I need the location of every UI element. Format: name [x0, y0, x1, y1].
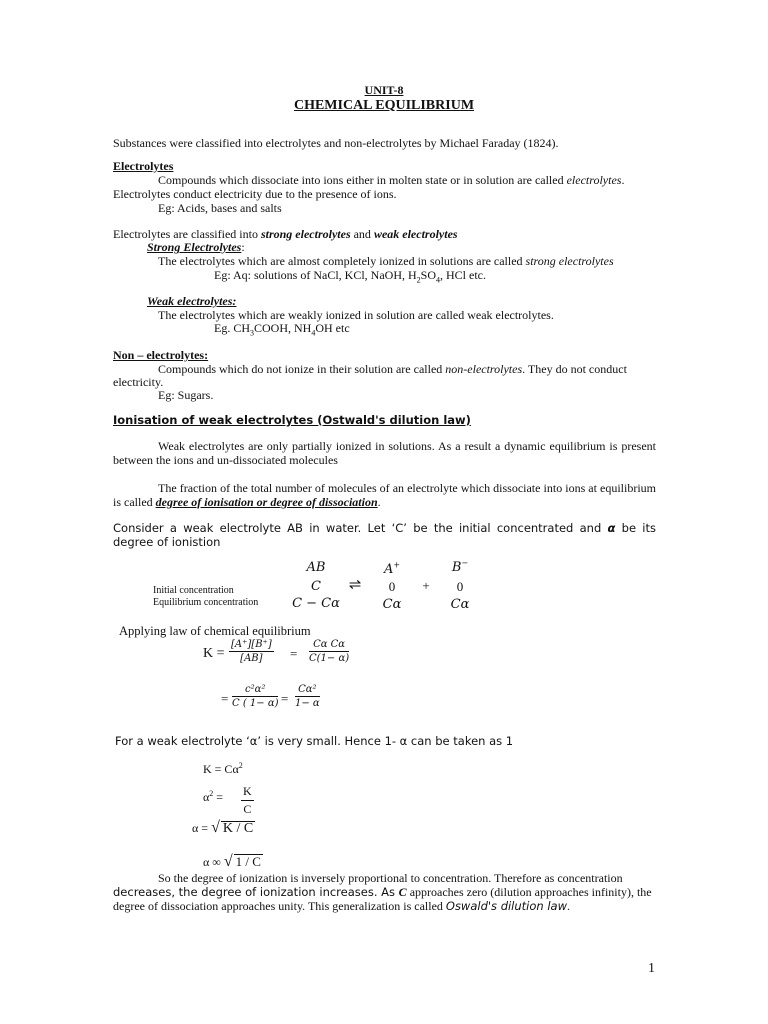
eq-conc-a: Cα [382, 597, 402, 612]
electrolytes-heading: Electrolytes [113, 159, 174, 173]
alpha-proportional: α ∞ √ 1 / C [203, 853, 261, 870]
law-heading: Applying law of chemical equilibrium [119, 624, 311, 638]
non-electrolytes-heading: Non – electrolytes: [113, 348, 209, 362]
eq-conc-b: Cα [450, 597, 470, 612]
eq-b-minus: B− [451, 558, 469, 575]
k-result: $K = C\alpha^2$ [203, 761, 243, 776]
weak-electrolytes-example: Eg. $CH_3COOH$, $NH_4OH$ etc [214, 321, 350, 338]
non-electrolytes-example: Eg: Sugars. [158, 388, 214, 402]
k-fraction-2: $\frac{\text{Cα Cα}}{C(1- \alpha)}$ [309, 639, 350, 664]
equals-1: = [290, 646, 298, 661]
non-electrolytes-definition: Compounds which do not ionize in their solution are called non-electrolytes. They do not conduct [158, 362, 627, 376]
conclusion-line-3: degree of dissociation approaches unity. This generalization is called Oswald's dilution law. [113, 899, 570, 913]
page-title: CHEMICAL EQUILIBRIUM [293, 98, 475, 113]
ionisation-paragraph-1: Weak electrolytes are only partially ionized in solutions. As a result a dynamic equilibrium is present between the ions and un-dissociated molecules [113, 439, 656, 467]
k-fraction-4: $\frac{\text{Cα²}}{1- \alpha}$ [295, 684, 320, 709]
sqrt-symbol: √ [223, 853, 233, 870]
classification-text: Electrolytes are classified into strong electrolytes and weak electrolytes [113, 227, 458, 241]
plus-sign: + [422, 578, 430, 593]
k-fraction-3: $\frac{\text{c²α²}}{C ( 1- \alpha)}$ [232, 684, 279, 709]
equals-3: = [281, 691, 289, 706]
alpha-squared-fraction: $\frac{K}{C}$ [243, 784, 252, 816]
label-initial-concentration: Initial concentration [153, 585, 234, 596]
alpha-squared-lhs: $\alpha^2$ = [203, 789, 224, 804]
small-alpha-statement: For a weak electrolyte ‘α’ is very small. Hence 1- α can be taken as 1 [115, 734, 514, 748]
conclusion-line-1: So the degree of ionization is inversely proportional to concentration. Therefore as concentration [158, 871, 623, 885]
equilibrium-arrow: ⇌ [348, 577, 362, 593]
non-electrolytes-line2: electricity. [113, 375, 164, 389]
init-ab: C [311, 579, 321, 594]
page-number: 1 [648, 961, 655, 976]
electrolytes-definition: Compounds which dissociate into ions either in molten state or in solution are called electrolytes. [158, 173, 625, 187]
init-a: 0 [388, 579, 396, 594]
sqrt-symbol: √ [211, 819, 220, 836]
ionisation-paragraph-2: The fraction of the total number of molecules of an electrolyte which dissociate into ions at equilibrium is called degree of ionisation or degree of dissociation. [113, 481, 656, 509]
electrolytes-conduct: Electrolytes conduct electricity due to the presence of ions. [113, 187, 397, 201]
ionisation-consider: Consider a weak electrolyte AB in water. Let ‘C’ be the initial concentrated and α be its degree of ionistion [113, 521, 656, 549]
label-equilibrium-concentration: Equilibrium concentration [153, 597, 259, 608]
strong-electrolytes-definition: The electrolytes which are almost completely ionized in solutions are called strong electrolytes [158, 254, 614, 268]
intro-text: Substances were classified into electrolytes and non-electrolytes by Michael Faraday (1824). [113, 136, 559, 150]
weak-electrolytes-heading: Weak electrolytes: [147, 294, 237, 308]
eq-ab: AB [306, 560, 326, 575]
eq-conc-ab: C − Cα [292, 596, 340, 611]
electrolytes-example: Eg: Acids, bases and salts [158, 201, 282, 215]
conclusion-line-2: decreases, the degree of ionization increases. As C approaches zero (dilution approaches infinity), the [113, 885, 652, 899]
unit-label: UNIT-8 [364, 83, 404, 97]
k-equals: K = [203, 646, 225, 661]
strong-electrolytes-heading: Strong Electrolytes: [147, 240, 245, 254]
strong-electrolytes-example: Eg: Aq: solutions of NaCl, KCl, NaOH, $H_2SO_4$, HCl etc. [214, 268, 487, 285]
ionisation-heading: Ionisation of weak electrolytes (Ostwald's dilution law) [113, 413, 471, 427]
equals-2: = [221, 691, 229, 706]
alpha-equation: α = √ K / C [192, 819, 254, 836]
weak-electrolytes-definition: The electrolytes which are weakly ionized in solution are called weak electrolytes. [158, 308, 554, 322]
eq-a-plus: A+ [383, 560, 401, 577]
init-b: 0 [456, 579, 464, 594]
k-fraction-1: $\frac{[A^+][B^+]}{[AB]}$ [231, 639, 272, 664]
